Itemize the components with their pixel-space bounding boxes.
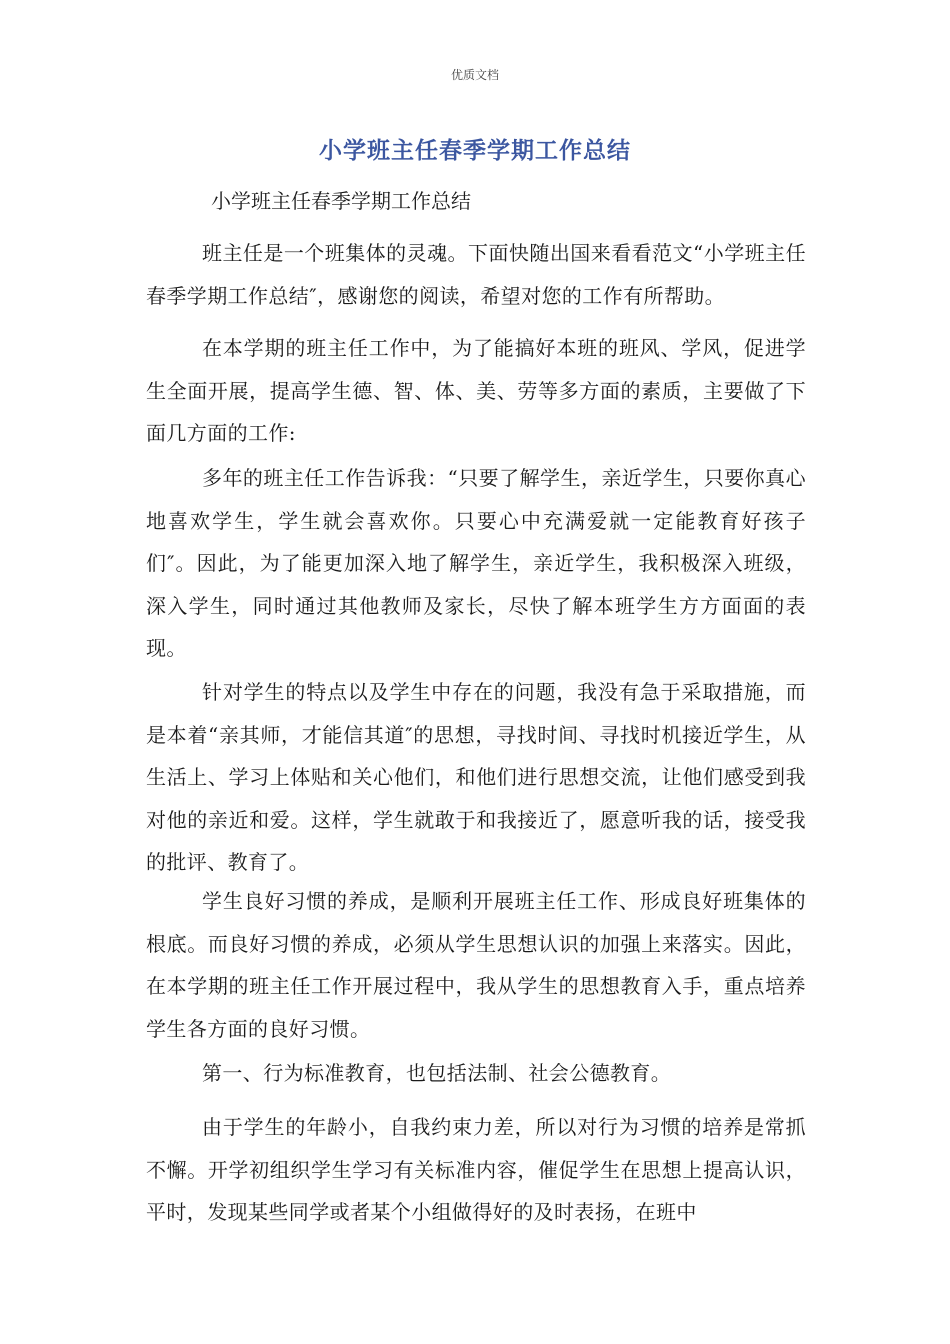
paragraph-text: 在本学期的班主任工作中，为了能搞好本班的班风、学风，促进学生全面开展，提高学生德、智、体、美、劳等多方面的素质，主要做了下面几方面的工作: [146, 336, 806, 445]
paragraph-text: 学生良好习惯的养成，是顺利开展班主任工作、形成良好班集体的根底。而良好习惯的养成，必须从学生思想认识的加强上来落实。因此，在本学期的班主任工作开展过程中，我从学生的思想教育入手，重点培养学生各方面的良好习惯。 [146, 889, 806, 1041]
paragraph-text: 班主任是一个班集体的灵魂。下面快随出国来看看范文“小学班主任春季学期工作总结″，感谢您的阅读，希望对您的工作有所帮助。 [146, 241, 806, 308]
paragraph-4 [146, 671, 806, 884]
paragraph-text: 多年的班主任工作告诉我：“只要了解学生，亲近学生，只要你真心地喜欢学生，学生就会喜欢你。只要心中充满爱就一定能教育好孩子们″。因此，为了能更加深入地了解学生，亲近学生，我积极深入班级，深入学生，同时通过其他教师及家长，尽快了解本班学生方方面面的表现。 [146, 466, 806, 660]
paragraph-5 [146, 880, 806, 1050]
page-header-label: 优质文档 [450, 68, 499, 82]
paragraph-text: 由于学生的年龄小，自我约束力差，所以对行为习惯的培养是常抓不懈。开学初组织学生学习有关标准内容，催促学生在思想上提高认识，平时，发现某些同学或者某个小组做得好的及时表扬，在班中 [146, 1115, 806, 1224]
paragraph-7 [146, 1106, 806, 1234]
paragraph-2 [146, 327, 806, 455]
paragraph-text: 针对学生的特点以及学生中存在的问题，我没有急于采取措施，而是本着“亲其师，才能信其道″的思想，寻找时间、寻找时机接近学生，从生活上、学习上体贴和关心他们，和他们进行思想交流，让他们感受到我对他的亲近和爱。这样，学生就敢于和我接近了，愿意听我的话，接受我的批评、教育了。 [146, 680, 806, 874]
paragraph-text: 第一、行为标准教育，也包括法制、社会公德教育。 [202, 1061, 672, 1085]
document-title: 小学班主任春季学期工作总结 [319, 138, 631, 164]
paragraph-1 [146, 232, 806, 317]
document-subtitle: 小学班主任春季学期工作总结 [211, 189, 471, 213]
paragraph-6 [146, 1052, 806, 1095]
paragraph-3 [146, 457, 806, 670]
